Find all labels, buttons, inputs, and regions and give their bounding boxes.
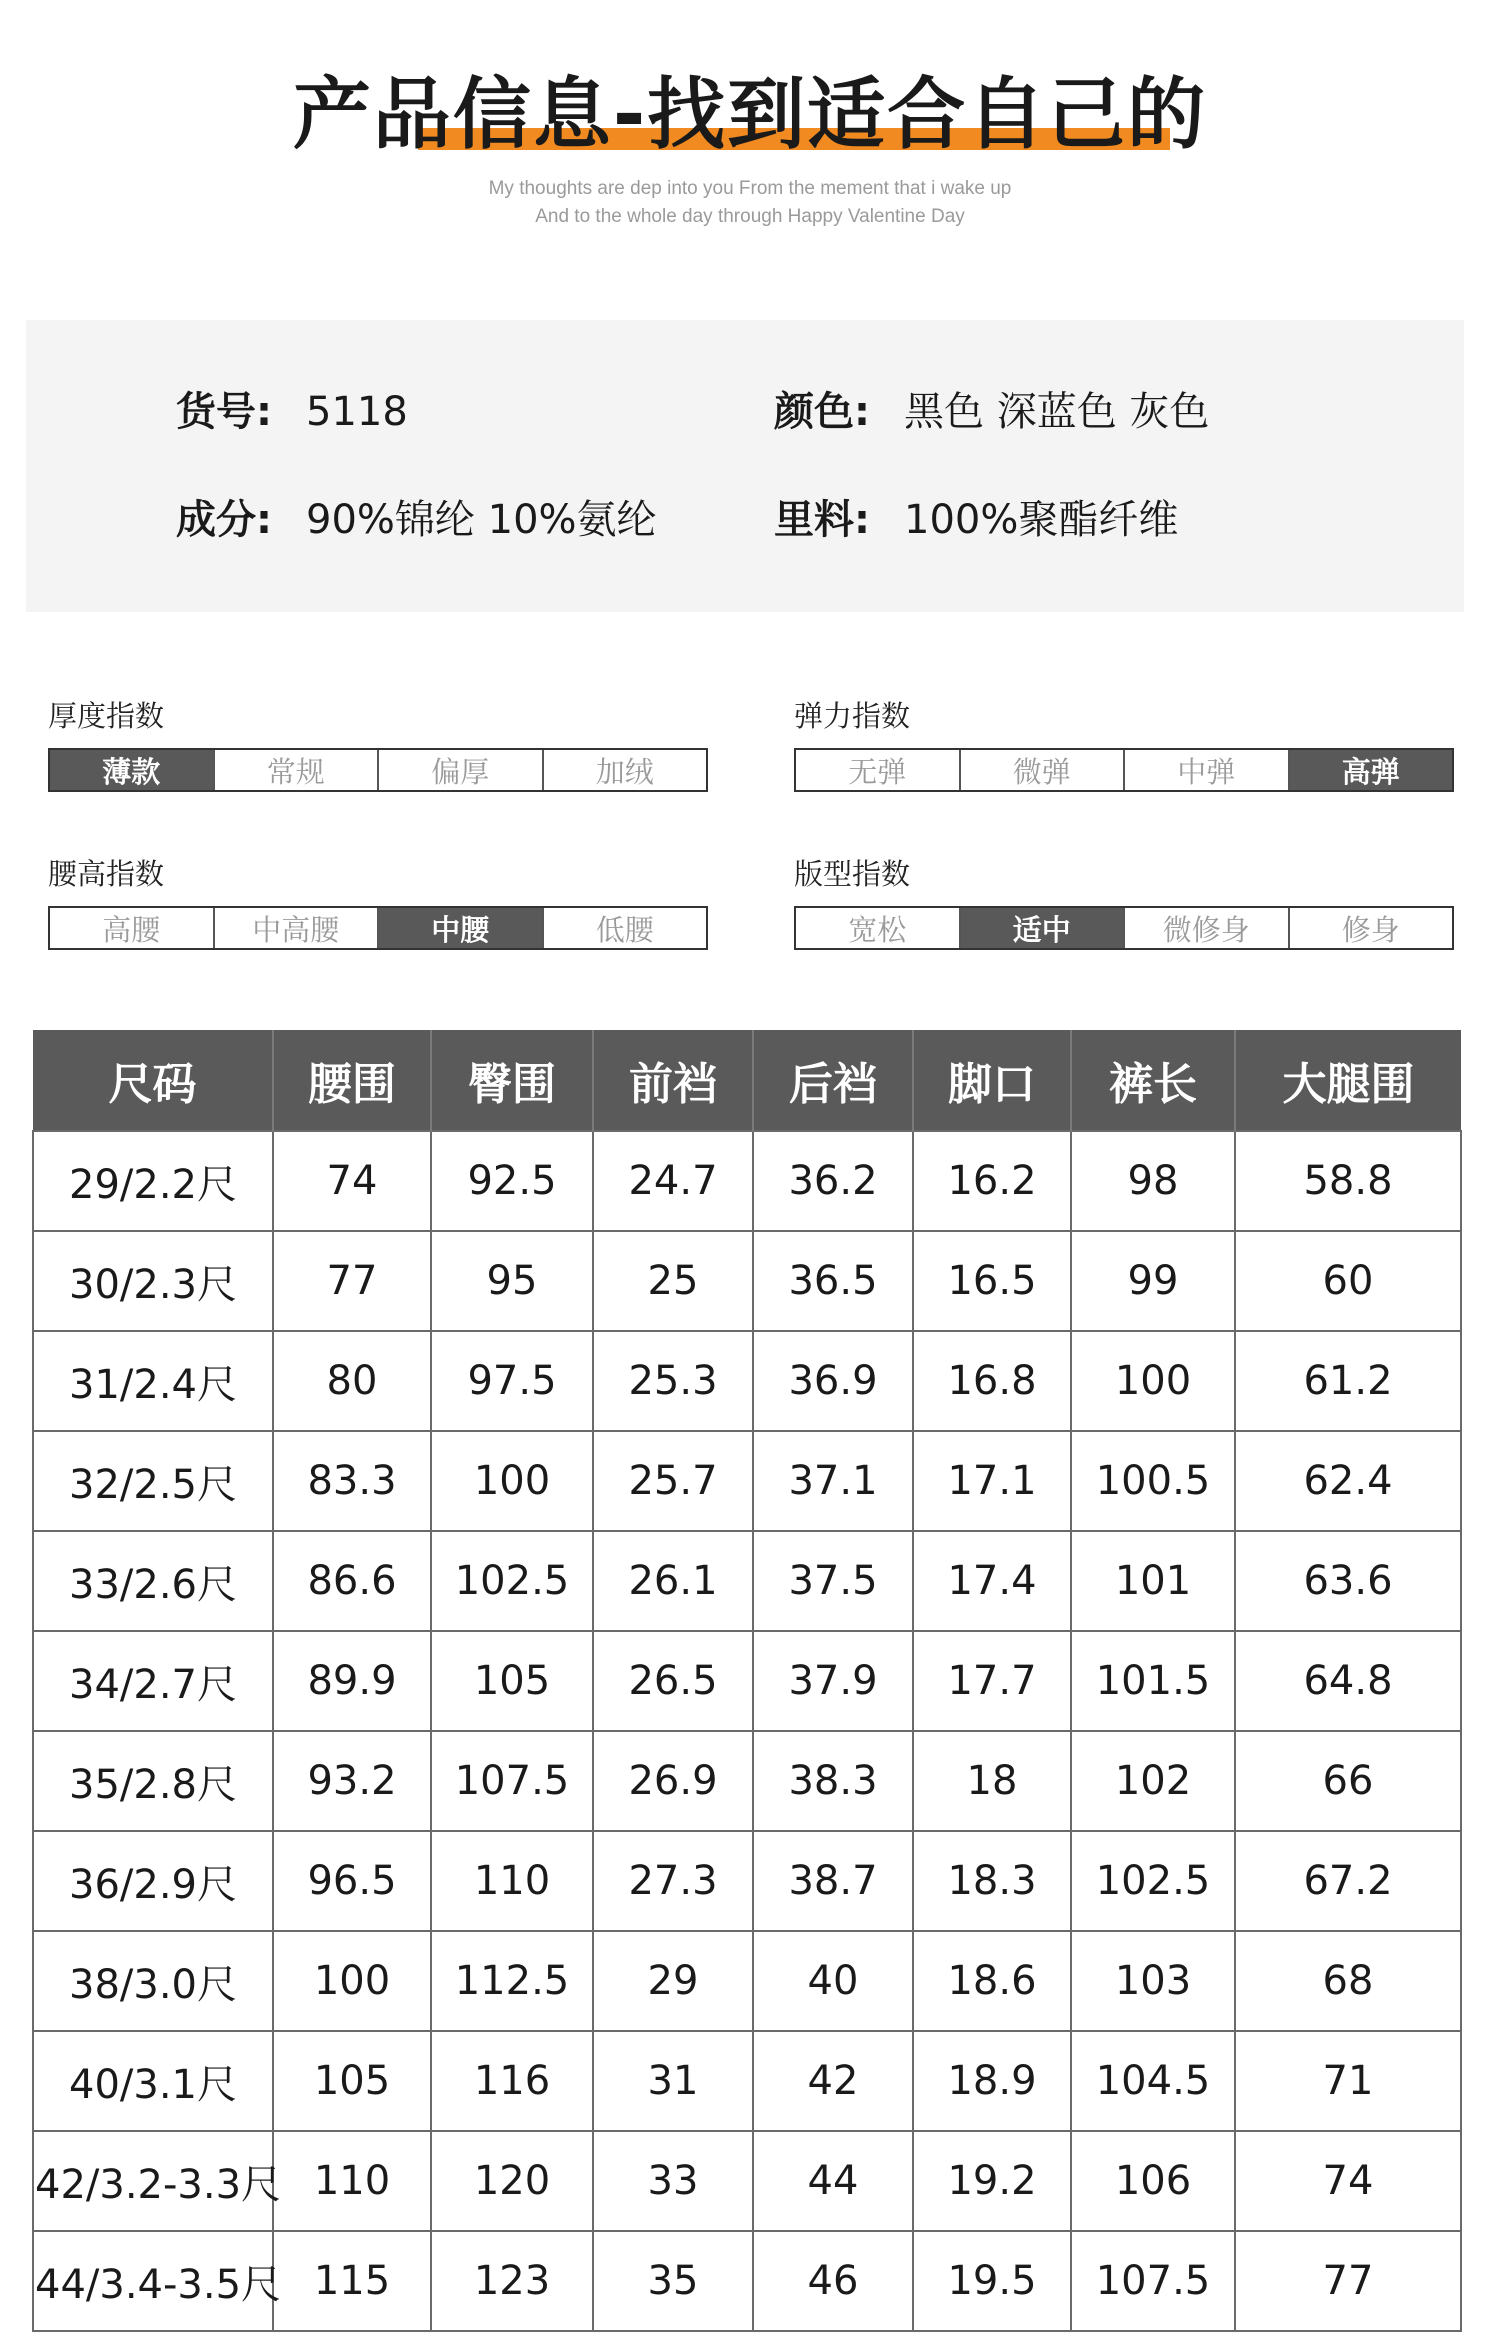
measure-cell: 110 (273, 2131, 431, 2231)
table-row (33, 1831, 1461, 1931)
table-row (33, 2231, 1461, 2331)
measure-cell: 18.9 (913, 2031, 1071, 2131)
measure-cell: 67.2 (1235, 1831, 1461, 1931)
table-row (33, 1931, 1461, 2031)
measure-cell: 106 (1071, 2131, 1235, 2231)
measure-cell: 116 (431, 2031, 593, 2131)
measure-cell: 61.2 (1235, 1331, 1461, 1431)
waist-index-title: 腰高指数 (48, 857, 165, 891)
title-wrap (0, 60, 1500, 170)
size-cell: 29/2.2尺 (33, 1131, 273, 1231)
header-waist: 腰围 (273, 1030, 431, 1131)
table-row (33, 2131, 1461, 2231)
table-row (33, 2031, 1461, 2131)
measure-cell: 17.4 (913, 1531, 1071, 1631)
fit-option: 宽松 (796, 908, 961, 948)
measure-cell: 74 (1235, 2131, 1461, 2231)
measure-cell: 26.1 (593, 1531, 753, 1631)
measure-cell: 46 (753, 2231, 913, 2331)
measure-cell: 26.9 (593, 1731, 753, 1831)
color-label: 颜色: (774, 389, 870, 435)
size-table (32, 1030, 1462, 2332)
page-title: 产品信息-找到适合自己的 (292, 70, 1208, 160)
product-info-box (26, 320, 1464, 612)
lining-info (774, 488, 1178, 545)
measure-cell: 74 (273, 1131, 431, 1231)
size-cell: 44/3.4-3.5尺 (33, 2231, 273, 2331)
measure-cell: 31 (593, 2031, 753, 2131)
measure-cell: 44 (753, 2131, 913, 2231)
waist-option: 低腰 (595, 912, 654, 947)
table-row (33, 1231, 1461, 1331)
header-leg-opening: 脚口 (913, 1030, 1071, 1131)
measure-cell: 83.3 (273, 1431, 431, 1531)
measure-cell: 38.3 (753, 1731, 913, 1831)
measure-cell: 66 (1235, 1731, 1461, 1831)
measure-cell: 102.5 (431, 1531, 593, 1631)
measure-cell: 100 (273, 1931, 431, 2031)
material-info (176, 488, 657, 545)
elasticity-index-title: 弹力指数 (794, 699, 911, 733)
header-hip: 臀围 (431, 1030, 593, 1131)
header-size: 尺码 (33, 1030, 273, 1131)
material-label: 成分: (176, 497, 272, 543)
measure-cell: 105 (431, 1631, 593, 1731)
measure-cell: 60 (1235, 1231, 1461, 1331)
elasticity-index-bar (794, 748, 1454, 792)
thickness-option: 常规 (215, 750, 380, 790)
header-length: 裤长 (1071, 1030, 1235, 1131)
measure-cell: 103 (1071, 1931, 1235, 2031)
measure-cell: 38.7 (753, 1831, 913, 1931)
table-row (33, 1431, 1461, 1531)
measure-cell: 19.5 (913, 2231, 1071, 2331)
measure-cell: 101 (1071, 1531, 1235, 1631)
measure-cell: 36.5 (753, 1231, 913, 1331)
measure-cell: 64.8 (1235, 1631, 1461, 1731)
material-value: 90%锦纶 10%氨纶 (306, 497, 657, 543)
waist-option: 高腰 (50, 908, 215, 948)
measure-cell: 107.5 (1071, 2231, 1235, 2331)
measure-cell: 18.3 (913, 1831, 1071, 1931)
measure-cell: 37.1 (753, 1431, 913, 1531)
measure-cell: 26.5 (593, 1631, 753, 1731)
measure-cell: 89.9 (273, 1631, 431, 1731)
thickness-option: 偏厚 (379, 750, 544, 790)
item-number-label: 货号: (176, 389, 272, 435)
measure-cell: 27.3 (593, 1831, 753, 1931)
size-cell: 33/2.6尺 (33, 1531, 273, 1631)
fit-index-bar (794, 906, 1454, 950)
measure-cell: 33 (593, 2131, 753, 2231)
measure-cell: 36.2 (753, 1131, 913, 1231)
measure-cell: 101.5 (1071, 1631, 1235, 1731)
measure-cell: 86.6 (273, 1531, 431, 1631)
measure-cell: 102 (1071, 1731, 1235, 1831)
size-cell: 35/2.8尺 (33, 1731, 273, 1831)
header-front-rise: 前裆 (593, 1030, 753, 1131)
measure-cell: 97.5 (431, 1331, 593, 1431)
measure-cell: 25 (593, 1231, 753, 1331)
table-row (33, 1131, 1461, 1231)
item-number-value: 5118 (306, 389, 408, 435)
size-cell: 40/3.1尺 (33, 2031, 273, 2131)
measure-cell: 68 (1235, 1931, 1461, 2031)
measure-cell: 107.5 (431, 1731, 593, 1831)
measure-cell: 62.4 (1235, 1431, 1461, 1531)
measure-cell: 98 (1071, 1131, 1235, 1231)
measure-cell: 77 (273, 1231, 431, 1331)
measure-cell: 96.5 (273, 1831, 431, 1931)
size-table-header (33, 1030, 1461, 1131)
measure-cell: 17.7 (913, 1631, 1071, 1731)
table-row (33, 1531, 1461, 1631)
lining-label: 里料: (774, 497, 870, 543)
measure-cell: 102.5 (1071, 1831, 1235, 1931)
measure-cell: 42 (753, 2031, 913, 2131)
thickness-index-title: 厚度指数 (48, 699, 165, 733)
size-cell: 31/2.4尺 (33, 1331, 273, 1431)
table-row (33, 1631, 1461, 1731)
elasticity-option: 高弹 (1290, 750, 1453, 790)
size-cell: 30/2.3尺 (33, 1231, 273, 1331)
table-row (33, 1731, 1461, 1831)
thickness-option: 薄款 (50, 750, 215, 790)
header-thigh: 大腿围 (1235, 1030, 1461, 1131)
size-cell: 38/3.0尺 (33, 1931, 273, 2031)
measure-cell: 93.2 (273, 1731, 431, 1831)
measure-cell: 36.9 (753, 1331, 913, 1431)
measure-cell: 25.3 (593, 1331, 753, 1431)
size-cell: 42/3.2-3.3尺 (33, 2131, 273, 2231)
measure-cell: 16.2 (913, 1131, 1071, 1231)
color-info (774, 380, 1209, 437)
subtitle-line-1: My thoughts are dep into you From the mement that i wake up (488, 178, 1012, 199)
measure-cell: 19.2 (913, 2131, 1071, 2231)
thickness-option: 加绒 (595, 754, 654, 789)
fit-option: 适中 (961, 908, 1126, 948)
elasticity-option: 中弹 (1125, 750, 1290, 790)
measure-cell: 71 (1235, 2031, 1461, 2131)
measure-cell: 80 (273, 1331, 431, 1431)
waist-option: 中腰 (379, 908, 544, 948)
measure-cell: 40 (753, 1931, 913, 2031)
measure-cell: 112.5 (431, 1931, 593, 2031)
fit-option: 修身 (1341, 912, 1400, 947)
waist-index-bar (48, 906, 708, 950)
measure-cell: 100 (431, 1431, 593, 1531)
subtitle-line-2: And to the whole day through Happy Valentine Day (535, 206, 965, 227)
measure-cell: 110 (431, 1831, 593, 1931)
lining-value: 100%聚酯纤维 (904, 497, 1179, 543)
measure-cell: 104.5 (1071, 2031, 1235, 2131)
measure-cell: 115 (273, 2231, 431, 2331)
measure-cell: 37.5 (753, 1531, 913, 1631)
measure-cell: 63.6 (1235, 1531, 1461, 1631)
size-cell: 34/2.7尺 (33, 1631, 273, 1731)
measure-cell: 16.5 (913, 1231, 1071, 1331)
measure-cell: 58.8 (1235, 1131, 1461, 1231)
measure-cell: 77 (1235, 2231, 1461, 2331)
measure-cell: 123 (431, 2231, 593, 2331)
measure-cell: 95 (431, 1231, 593, 1331)
measure-cell: 99 (1071, 1231, 1235, 1331)
waist-option: 中高腰 (215, 908, 380, 948)
measure-cell: 92.5 (431, 1131, 593, 1231)
measure-cell: 35 (593, 2231, 753, 2331)
measure-cell: 120 (431, 2131, 593, 2231)
measure-cell: 100.5 (1071, 1431, 1235, 1531)
measure-cell: 24.7 (593, 1131, 753, 1231)
size-cell: 32/2.5尺 (33, 1431, 273, 1531)
measure-cell: 100 (1071, 1331, 1235, 1431)
table-row (33, 1331, 1461, 1431)
measure-cell: 18.6 (913, 1931, 1071, 2031)
measure-cell: 18 (913, 1731, 1071, 1831)
measure-cell: 105 (273, 2031, 431, 2131)
fit-option: 微修身 (1125, 908, 1290, 948)
measure-cell: 17.1 (913, 1431, 1071, 1531)
elasticity-option: 无弹 (796, 750, 961, 790)
item-number (176, 380, 408, 437)
thickness-index-bar (48, 748, 708, 792)
measure-cell: 29 (593, 1931, 753, 2031)
color-value: 黑色 深蓝色 灰色 (904, 389, 1210, 435)
measure-cell: 25.7 (593, 1431, 753, 1531)
elasticity-option: 微弹 (961, 750, 1126, 790)
fit-index-title: 版型指数 (794, 857, 911, 891)
header-back-rise: 后裆 (753, 1030, 913, 1131)
size-cell: 36/2.9尺 (33, 1831, 273, 1931)
measure-cell: 16.8 (913, 1331, 1071, 1431)
measure-cell: 37.9 (753, 1631, 913, 1731)
